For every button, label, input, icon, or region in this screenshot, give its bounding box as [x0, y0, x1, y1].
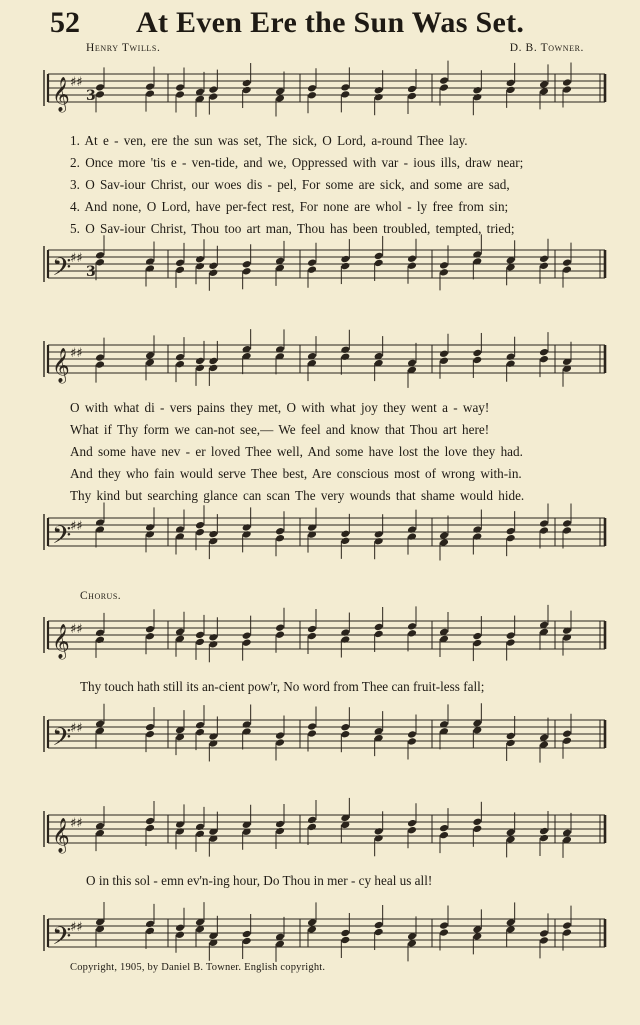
note-head	[472, 818, 482, 827]
note-head	[242, 930, 252, 939]
note-head	[374, 827, 384, 836]
time-signature-icon: 3	[86, 264, 96, 280]
note-head	[340, 628, 350, 637]
note-head	[95, 90, 105, 99]
note-head	[539, 834, 549, 843]
note-head	[539, 348, 549, 357]
note-head	[195, 823, 205, 832]
note-head	[307, 722, 317, 731]
note-head	[472, 532, 482, 541]
note-head	[562, 736, 572, 745]
note-head	[439, 921, 449, 930]
note-head	[175, 83, 185, 92]
note-head	[539, 936, 549, 945]
note-head	[562, 265, 572, 274]
note-head	[407, 85, 417, 94]
key-signature-icon: ♯♯	[70, 622, 83, 637]
note-head	[242, 937, 252, 946]
staff-treble-chorus-2	[40, 796, 610, 862]
copyright-notice: Copyright, 1905, by Daniel B. Towner. English copyright.	[70, 962, 326, 973]
note-head	[472, 525, 482, 534]
note-head	[145, 264, 155, 273]
note-head	[439, 538, 449, 547]
note-head	[407, 819, 417, 828]
note-head	[439, 261, 449, 270]
note-head	[506, 739, 516, 748]
note-head	[307, 84, 317, 93]
verse-2-line-a: 2. Once more 'tis e - ven-tide, and we, Oppressed with var - ious ills, draw near;	[70, 155, 524, 170]
note-head	[340, 90, 350, 99]
note-head	[562, 78, 572, 87]
note-head	[208, 640, 218, 649]
note-head	[145, 625, 155, 634]
note-head	[539, 355, 549, 364]
note-head	[145, 723, 155, 732]
note-head	[208, 262, 218, 271]
note-head	[145, 89, 155, 98]
note-head	[374, 93, 384, 102]
note-head	[506, 86, 516, 95]
note-head	[407, 737, 417, 746]
note-head	[374, 921, 384, 930]
note-head	[242, 638, 252, 647]
note-head	[506, 534, 516, 543]
note-head	[175, 353, 185, 362]
note-head	[539, 827, 549, 836]
hymn-title: At Even Ere the Sun Was Set.	[136, 6, 525, 39]
note-head	[145, 927, 155, 936]
note-head	[307, 729, 317, 738]
note-head	[439, 76, 449, 85]
note-head	[208, 732, 218, 741]
staff-bass-system-1	[40, 232, 610, 296]
note-head	[242, 79, 252, 88]
staff-bass-chorus-1	[40, 704, 610, 764]
verse-3-line-a: 3. O Sav-iour Christ, our woes dis - pel, For some are sick, and some are sad,	[70, 177, 510, 192]
note-head	[340, 936, 350, 945]
note-head	[195, 255, 205, 264]
note-head	[275, 820, 285, 829]
note-head	[208, 739, 218, 748]
note-head	[175, 360, 185, 369]
clef-icon: 𝄞	[52, 624, 70, 659]
note-head	[95, 636, 105, 645]
note-head	[195, 638, 205, 647]
note-head	[145, 817, 155, 826]
note-head	[407, 622, 417, 631]
note-head	[307, 625, 317, 634]
note-head	[242, 523, 252, 532]
note-head	[242, 260, 252, 269]
verses-part-1	[70, 130, 610, 240]
note-head	[95, 518, 105, 527]
verse-5-line-a: 5. O Sav-iour Christ, Thou too art man, Thou has been troubled, tempted, tried;	[70, 221, 515, 236]
note-head	[340, 929, 350, 938]
note-head	[95, 360, 105, 369]
note-head	[340, 530, 350, 539]
note-head	[472, 349, 482, 358]
note-head	[195, 521, 205, 530]
note-head	[275, 731, 285, 740]
note-head	[506, 631, 516, 640]
note-head	[95, 251, 105, 260]
verse-1-line-a: 1. At e - ven, ere the sun was set, The sick, O Lord, a-round Thee lay.	[70, 133, 468, 148]
note-head	[562, 526, 572, 535]
note-head	[439, 349, 449, 358]
note-head	[506, 359, 516, 368]
note-head	[407, 254, 417, 263]
clef-icon: 𝄢	[52, 521, 72, 556]
note-head	[340, 262, 350, 271]
note-head	[307, 632, 317, 641]
note-head	[175, 259, 185, 268]
author-credit: Henry Twills.	[86, 42, 161, 54]
note-head	[407, 629, 417, 638]
clef-icon: 𝄞	[52, 348, 70, 383]
note-head	[340, 345, 350, 354]
note-head	[307, 258, 317, 267]
note-head	[539, 255, 549, 264]
verses-part-2	[70, 397, 610, 507]
clef-icon: 𝄢	[52, 922, 72, 957]
note-head	[307, 265, 317, 274]
note-head	[275, 738, 285, 747]
note-head	[539, 262, 549, 271]
note-head	[95, 525, 105, 534]
note-head	[275, 87, 285, 96]
note-head	[275, 527, 285, 536]
note-head	[407, 525, 417, 534]
note-head	[374, 928, 384, 937]
note-head	[439, 83, 449, 92]
note-head	[374, 252, 384, 261]
note-head	[275, 827, 285, 836]
note-head	[195, 364, 205, 373]
note-head	[145, 523, 155, 532]
note-head	[195, 528, 205, 537]
note-head	[208, 85, 218, 94]
note-head	[208, 530, 218, 539]
verse-1-line-b: O with what di - vers pains they met, O with what joy they went a - way!	[70, 400, 490, 415]
note-head	[145, 920, 155, 929]
key-signature-icon: ♯♯	[70, 251, 83, 266]
note-head	[374, 537, 384, 546]
verse-4-line-b: And they who fain would serve Thee best, Are conscious most of wrong with-in.	[70, 466, 522, 481]
note-head	[340, 352, 350, 361]
note-head	[208, 269, 218, 278]
note-head	[208, 633, 218, 642]
note-head	[275, 623, 285, 632]
composer-credit: D. B. Towner.	[509, 42, 584, 54]
note-head	[95, 258, 105, 267]
note-head	[374, 530, 384, 539]
note-head	[145, 257, 155, 266]
hymn-number: 52	[50, 6, 80, 39]
note-head	[145, 730, 155, 739]
note-head	[374, 834, 384, 843]
note-head	[307, 91, 317, 100]
note-head	[95, 353, 105, 362]
note-head	[195, 830, 205, 839]
note-head	[208, 537, 218, 546]
note-head	[506, 79, 516, 88]
chorus-line-1: Thy touch hath still its an-cient pow'r, No word from Thee can fruit-less fall;	[80, 679, 485, 694]
chorus-label: Chorus.	[80, 590, 122, 602]
note-head	[195, 357, 205, 366]
key-signature-icon: ♯♯	[70, 75, 83, 90]
note-head	[275, 630, 285, 639]
verse-5-line-b: Thy kind but searching glance can scan The very wounds that shame would hide.	[70, 488, 525, 503]
note-head	[407, 730, 417, 739]
note-head	[242, 727, 252, 736]
note-head	[340, 83, 350, 92]
note-head	[562, 519, 572, 528]
clef-icon: 𝄢	[52, 723, 72, 758]
note-head	[506, 352, 516, 361]
note-head	[506, 527, 516, 536]
note-head	[145, 632, 155, 641]
clef-icon: 𝄞	[52, 818, 70, 853]
note-head	[242, 720, 252, 729]
note-head	[307, 823, 317, 832]
note-head	[562, 729, 572, 738]
note-head	[439, 928, 449, 937]
note-head	[439, 824, 449, 833]
clef-icon: 𝄢	[52, 253, 72, 288]
note-head	[145, 824, 155, 833]
key-signature-icon: ♯♯	[70, 816, 83, 831]
note-head	[562, 921, 572, 930]
note-head	[242, 530, 252, 539]
note-head	[275, 94, 285, 103]
note-head	[208, 364, 218, 373]
staff-treble-system-2	[40, 328, 610, 390]
note-head	[95, 629, 105, 638]
note-head	[539, 929, 549, 938]
note-head	[275, 534, 285, 543]
verse-2-line-b: What if Thy form we can-not see,— We feel and know that Thou art here!	[70, 422, 490, 437]
note-head	[242, 86, 252, 95]
note-head	[374, 630, 384, 639]
note-head	[145, 358, 155, 367]
note-head	[242, 267, 252, 276]
note-head	[175, 923, 185, 932]
note-head	[175, 820, 185, 829]
note-head	[175, 930, 185, 939]
note-head	[175, 827, 185, 836]
note-head	[407, 532, 417, 541]
note-head	[539, 519, 549, 528]
key-signature-icon: ♯♯	[70, 519, 83, 534]
note-head	[374, 86, 384, 95]
note-head	[340, 730, 350, 739]
note-head	[307, 816, 317, 825]
note-head	[439, 531, 449, 540]
note-head	[439, 356, 449, 365]
note-head	[208, 357, 218, 366]
note-head	[175, 266, 185, 275]
note-head	[562, 928, 572, 937]
note-head	[195, 262, 205, 271]
note-head	[439, 268, 449, 277]
note-head	[472, 825, 482, 834]
note-head	[472, 639, 482, 648]
note-head	[439, 831, 449, 840]
note-head	[340, 255, 350, 264]
note-head	[407, 92, 417, 101]
note-head	[195, 631, 205, 640]
note-head	[407, 261, 417, 270]
note-head	[145, 530, 155, 539]
staff-treble-chorus-1	[40, 604, 610, 666]
verse-4-line-a: 4. And none, O Lord, have per-fect rest, For none are whol - ly free from sin;	[70, 199, 509, 214]
clef-icon: 𝄞	[52, 77, 70, 112]
note-head	[145, 82, 155, 91]
note-head	[472, 86, 482, 95]
note-head	[195, 728, 205, 737]
note-head	[242, 631, 252, 640]
note-head	[472, 356, 482, 365]
time-signature-icon: 3	[86, 88, 96, 104]
note-head	[472, 93, 482, 102]
note-head	[340, 635, 350, 644]
verse-3-line-b: And some have nev - er loved Thee well, And some have lost the love they had.	[70, 444, 523, 459]
note-head	[472, 632, 482, 641]
staff-bass-chorus-2	[40, 902, 610, 964]
staff-treble-system-1	[40, 58, 610, 118]
note-head	[539, 526, 549, 535]
note-head	[145, 351, 155, 360]
note-head	[208, 92, 218, 101]
note-head	[340, 537, 350, 546]
note-head	[95, 83, 105, 92]
key-signature-icon: ♯♯	[70, 920, 83, 935]
note-head	[195, 721, 205, 730]
key-signature-icon: ♯♯	[70, 346, 83, 361]
key-signature-icon: ♯♯	[70, 721, 83, 736]
staff-bass-system-2	[40, 500, 610, 564]
chorus-line-2: O in this sol - emn ev'n-ing hour, Do Thou in mer - cy heal us all!	[86, 873, 433, 888]
note-head	[374, 623, 384, 632]
note-head	[340, 723, 350, 732]
note-head	[562, 85, 572, 94]
note-head	[562, 258, 572, 267]
note-head	[407, 826, 417, 835]
note-head	[506, 638, 516, 647]
note-head	[506, 732, 516, 741]
note-head	[175, 90, 185, 99]
note-head	[374, 259, 384, 268]
